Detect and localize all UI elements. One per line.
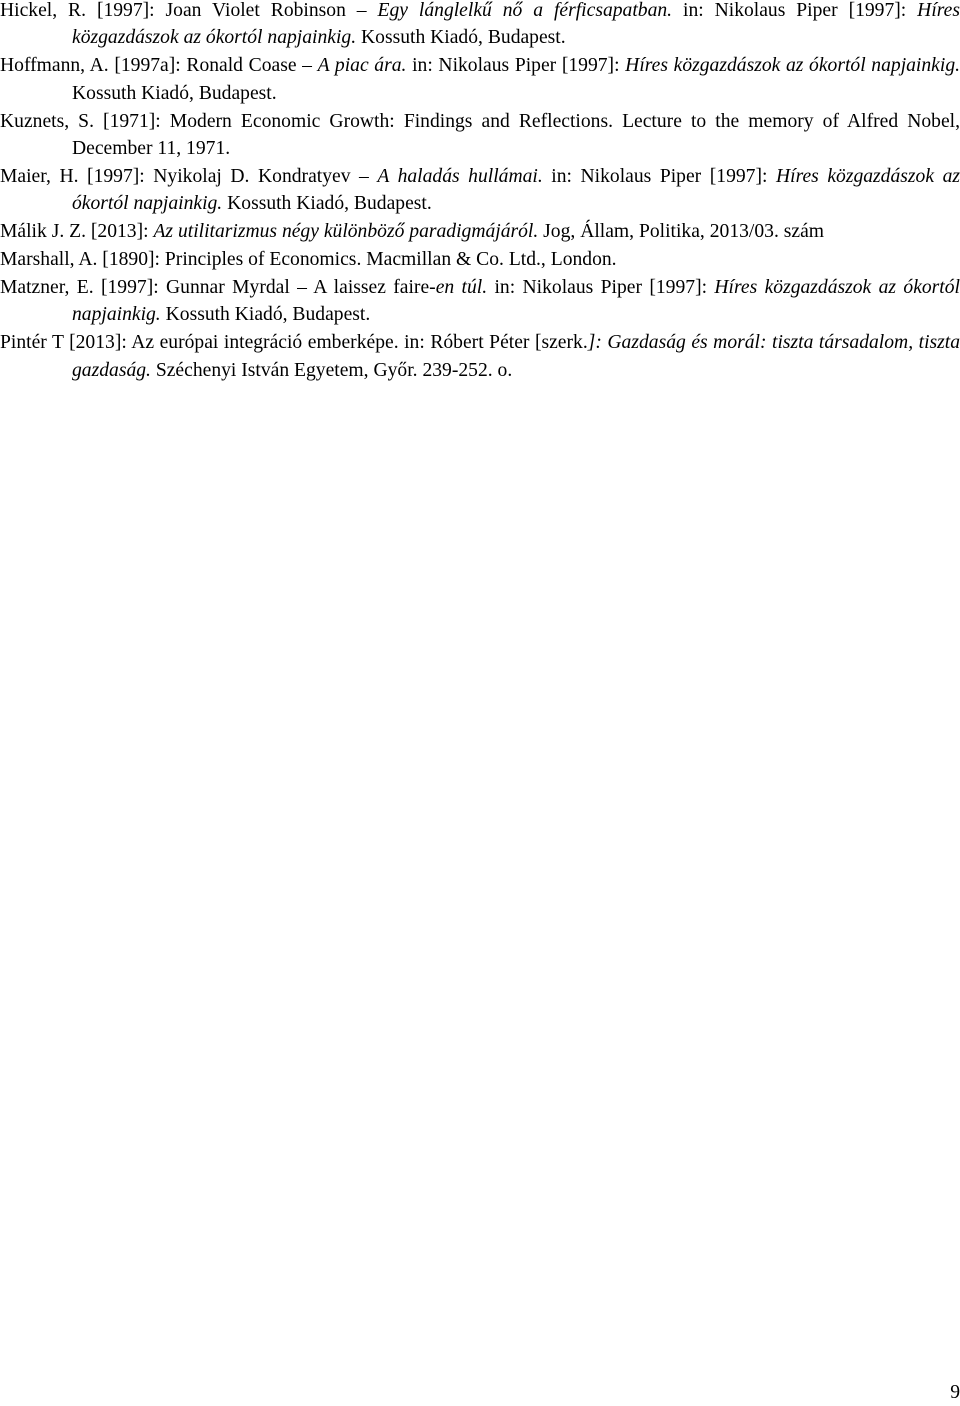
reference-text: in: Nikolaus Piper [1997]: [487,277,715,299]
page-number: 9 [950,1382,960,1403]
reference-text: Hoffmann, A. [1997a]: Ronald Coase – [0,55,318,77]
reference-entry [0,274,960,329]
reference-title: A haladás hullámai. [377,165,543,187]
reference-text: Kuznets, S. [1971]: Modern Economic Growth: Findings and Reflections. Lecture to the memory of Alfred Nobel, December 11, 1971. [0,110,960,159]
reference-publisher: Kossuth Kiadó, Budapest. [72,82,277,104]
reference-entry [0,218,960,245]
reference-title: en túl. [435,277,488,299]
reference-entry [0,52,960,107]
reference-text: Pintér T [2013]: Az európai integráció emberképe. in: Róbert Péter [szerk. [0,332,588,354]
reference-title: Az utilitarizmus négy különböző paradigmájáról. [153,221,539,243]
reference-text: Jog, Állam, Politika, 2013/03. szám [538,221,825,243]
reference-publisher: Kossuth Kiadó, Budapest. [160,304,371,326]
reference-publisher: Kossuth Kiadó, Budapest. [356,27,566,49]
reference-entry [0,329,960,384]
reference-text: in: Nikolaus Piper [1997]: [406,55,626,77]
reference-text: Marshall, A. [1890]: Principles of Economics. Macmillan & Co. Ltd., London. [0,249,617,271]
reference-title: Egy lánglelkű nő a férficsapatban. [377,0,673,21]
reference-publisher: Széchenyi István Egyetem, Győr. 239-252. o. [150,359,513,381]
reference-text: Málik J. Z. [2013]: [0,221,154,243]
reference-entry [0,246,960,273]
reference-list [0,0,960,384]
reference-book-title: Híres közgazdászok az ókortól napjainkig. [625,55,960,77]
reference-entry [0,0,960,52]
reference-book-title: Híres közgazdászok az ókortól napjainkig. [72,277,960,326]
reference-text: Matzner, E. [1997]: Gunnar Myrdal – A laissez faire- [0,277,436,299]
reference-title: A piac ára. [317,55,407,77]
reference-book-title: Híres közgazdászok az ókortól napjainkig. [72,0,960,49]
reference-entry [0,108,960,163]
reference-entry [0,163,960,218]
reference-title: ]: Gazdaság és morál: tiszta társadalom, tiszta gazdaság. [72,332,960,381]
reference-book-title: Híres közgazdászok az ókortól napjainkig. [72,165,960,215]
reference-publisher: Kossuth Kiadó, Budapest. [222,193,432,215]
reference-text: in: Nikolaus Piper [1997]: [672,0,918,21]
reference-text: Hickel, R. [1997]: Joan Violet Robinson – [0,0,378,21]
reference-text: Maier, H. [1997]: Nyikolaj D. Kondratyev – [0,165,378,187]
reference-text: in: Nikolaus Piper [1997]: [542,165,776,187]
